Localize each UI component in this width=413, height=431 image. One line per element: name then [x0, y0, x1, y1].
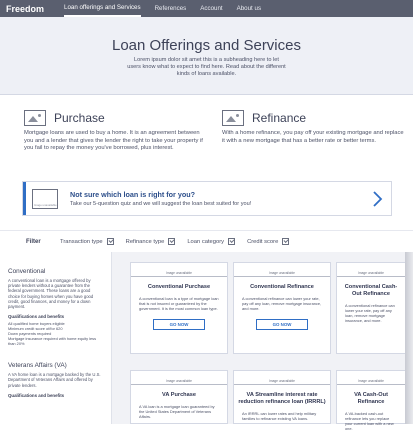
nav-item-loan-offerings[interactable]: Loan offerings and Services: [64, 0, 141, 17]
card-va-irrrl: [233, 370, 331, 424]
nav-item-account[interactable]: Account: [200, 5, 223, 12]
va-qualifications-heading: Qualifications and benefits: [8, 392, 65, 398]
image-unavailable-label: Image unavailable: [269, 271, 295, 275]
dropdown-check-icon[interactable]: [282, 238, 289, 245]
purchase-section: [24, 110, 214, 153]
filter-label: Filter: [26, 238, 41, 245]
go-now-button[interactable]: GO NOW: [153, 319, 205, 330]
image-unavailable-label: Image unavailable: [269, 379, 295, 383]
loan-type-sidebar: [0, 252, 112, 424]
card-va-purchase: [130, 370, 228, 424]
qualifications-heading: Qualifications and benefits: [8, 314, 65, 320]
filter-transaction-type[interactable]: [60, 238, 114, 245]
dropdown-check-icon[interactable]: [107, 238, 114, 245]
va-description: A VA home loan is a mortgage backed by the U.S. Department of Veterans Affairs and offered by private lenders.: [8, 372, 101, 388]
image-placeholder-icon: [24, 110, 46, 126]
nav-item-references[interactable]: References: [154, 5, 187, 12]
refinance-description: With a home refinance, you pay off your existing mortgage and replace it with a new mortgage that has a better rate or better terms.: [222, 130, 404, 144]
card-conventional-cash-out: [336, 262, 406, 354]
purchase-title: Purchase: [54, 111, 105, 125]
card-title: VA Streamline interest rate reduction refinance loan (IRRRL): [238, 392, 326, 405]
chevron-right-icon[interactable]: [371, 190, 383, 208]
image-unavailable-label: Image unavailable: [358, 271, 384, 275]
card-text: A conventional refinance can lower your rate, pay off any loan, remove mortgage insurance, and more.: [345, 303, 395, 323]
brand-logo[interactable]: Freedom: [6, 3, 45, 14]
list-item: All qualified home buyers eligible: [8, 321, 65, 327]
filter-loan-category[interactable]: [187, 238, 235, 245]
refinance-title: Refinance: [252, 111, 307, 125]
card-title: VA Purchase: [162, 392, 196, 398]
page-subtitle: Lorem ipsum dolor sit amet this is a subheading here to let users know what to expect to find here. Read about the different kinds of loans available.: [127, 57, 286, 77]
card-text: An IRRRL can lower rates and help military families to refinance existing VA loans.: [242, 411, 317, 421]
card-image-placeholder: [131, 263, 227, 277]
filter-item-label: Loan category: [187, 238, 225, 245]
page-edge-shadow: [405, 252, 413, 424]
dropdown-check-icon[interactable]: [168, 238, 175, 245]
card-conventional-purchase: [130, 262, 228, 354]
dropdown-check-icon[interactable]: [228, 238, 235, 245]
top-nav: [0, 0, 413, 17]
card-title: Conventional Purchase: [147, 284, 211, 290]
conventional-description: A conventional loan is a mortgage offered by private lenders without a guarantee from the federal government. These loans are a good choice for buying homes when you have good credit, good finances, and money for a down payment.: [8, 278, 94, 310]
filter-refinance-type[interactable]: [126, 238, 176, 245]
card-title: VA Cash-Out Refinance: [354, 392, 388, 405]
list-item: Mortgage insurance required with home equity less than 20%: [8, 336, 97, 347]
filter-item-label: Refinance type: [125, 238, 165, 245]
filter-item-label: Transaction type: [60, 238, 103, 245]
quiz-title: Not sure which loan is right for you?: [70, 190, 195, 199]
card-image-placeholder: [131, 371, 227, 385]
filter-item-label: Credit score: [247, 238, 279, 245]
image-placeholder-icon: [32, 189, 58, 209]
page-title: Loan Offerings and Services: [111, 37, 301, 54]
quiz-banner[interactable]: [22, 181, 392, 216]
card-image-placeholder: [337, 371, 405, 385]
image-unavailable-label: Image unavailable: [358, 379, 384, 383]
filter-bar: [0, 230, 413, 252]
hero-section: [0, 17, 413, 95]
card-title: Conventional Refinance: [250, 284, 314, 290]
card-va-cash-out: [336, 370, 406, 431]
va-heading: Veterans Affairs (VA): [8, 362, 67, 370]
refinance-section: [222, 110, 412, 145]
purchase-description: Mortgage loans are used to buy a home. It is an agreement between you and a lender that gives the lender the right to take your property if you fail to repay the money you've borrowed, plus interest.: [24, 130, 203, 151]
quiz-subtitle: Take our 5-question quiz and we will suggest the loan best suited for you!: [70, 201, 252, 207]
go-now-button[interactable]: GO NOW: [256, 319, 308, 330]
filter-credit-score[interactable]: [247, 238, 289, 245]
list-item: Minimum credit score of/for 620: [8, 326, 63, 332]
card-title: Conventional Cash-Out Refinance: [344, 284, 398, 297]
card-text: A conventional loan is a type of mortgage loan that is not insured or guaranteed by the government. It is the most common loan type.: [139, 296, 219, 311]
conventional-heading: Conventional: [8, 268, 46, 275]
image-unavailable-label: Image unavailable: [166, 271, 192, 275]
card-image-placeholder: [234, 371, 330, 385]
card-image-placeholder: [234, 263, 330, 277]
card-text: A conventional refinance can lower your rate, pay off any loan, remove mortgage insurance, and more.: [242, 296, 322, 311]
image-unavailable-label: Image unavailable: [34, 202, 57, 207]
qualifications-list: [8, 321, 103, 346]
image-unavailable-label: Image unavailable: [166, 379, 192, 383]
nav-item-about-us[interactable]: About us: [236, 5, 262, 12]
list-item: Down payments required: [8, 331, 52, 337]
card-conventional-refinance: [233, 262, 331, 354]
card-text: A VA loan is a mortgage loan guaranteed by the United States Department of Veterans Affairs.: [139, 404, 215, 419]
image-placeholder-icon: [222, 110, 244, 126]
accent-bar: [23, 182, 26, 215]
card-text: A VA-backed cash-out refinance lets you replace your current loan with a new one.: [345, 411, 394, 431]
card-image-placeholder: [337, 263, 405, 277]
